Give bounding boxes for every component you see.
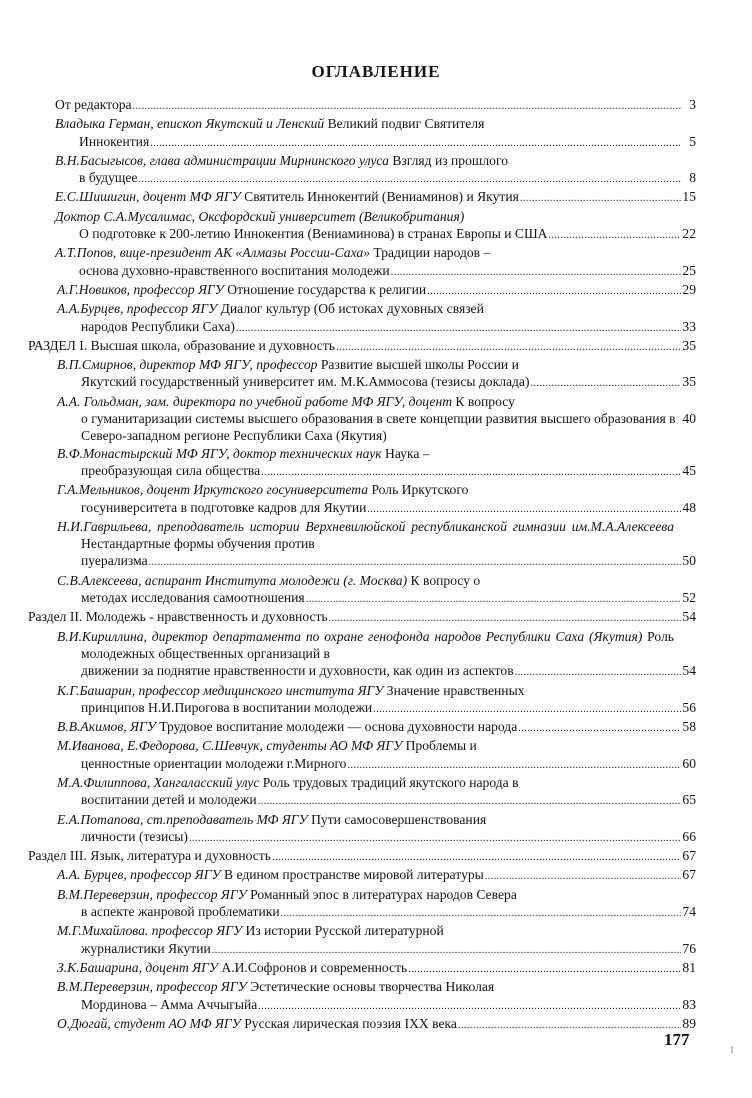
toc-page-number: 25: [682, 262, 696, 278]
toc-leader-line: [81, 462, 696, 481]
toc-entry-text: [57, 886, 696, 903]
toc-entry-text: [57, 811, 696, 828]
dot-leader: [367, 499, 681, 518]
toc-author: Владыка Герман, епископ Якутский и Ленский: [55, 116, 325, 132]
toc-author: В.Ф.Монастырский МФ ЯГУ, доктор технических наук: [57, 445, 382, 461]
toc-entry-text: [57, 774, 696, 791]
dot-leader: [336, 337, 681, 356]
toc-leader-line: [57, 718, 696, 737]
toc-leader-line: [28, 847, 696, 866]
toc-entry-text: [57, 572, 696, 589]
toc-author: А.Т.Попов, вице-президент АК «Алмазы России-Саха»: [55, 245, 371, 261]
toc-title-continued: движении за поднятие нравственности и духовности, как один из аспектов: [81, 663, 514, 679]
toc-page-number: 22: [682, 226, 696, 242]
toc-entry-text: [57, 737, 696, 754]
dot-leader: [236, 318, 681, 337]
dot-leader: [458, 1015, 681, 1034]
toc-title-line: [57, 959, 407, 976]
toc-entry[interactable]: [28, 718, 696, 737]
toc-title-line: [57, 281, 426, 298]
toc-entry[interactable]: [28, 393, 696, 445]
toc-author: В.В.Акимов, ЯГУ: [57, 719, 156, 735]
toc-leader-line: [81, 903, 696, 922]
toc-title-continued: преобразующая сила общества: [81, 462, 261, 478]
toc-title: Эстетические основы творчества Николая: [246, 979, 495, 995]
toc-leader-line: [57, 959, 696, 978]
toc-title: Нестандартные формы обучения против: [81, 536, 315, 552]
toc-page-number: 67: [682, 867, 696, 883]
toc-title-continued: О подготовке к 200-летию Иннокентия (Вениаминова) в странах Европы и США: [79, 226, 548, 242]
toc-author: Доктор С.А.Мусалимас, Оксфордский университет (Великобритания): [55, 208, 465, 224]
toc-author: З.К.Башарина, доцент ЯГУ: [57, 959, 218, 975]
dot-leader: [408, 959, 681, 978]
toc-entry[interactable]: [28, 518, 696, 572]
toc-author: В.П.Смирнов, директор МФ ЯГУ, профессор: [57, 357, 318, 373]
toc-title: Романный эпос в литературах народов Севера: [246, 886, 517, 902]
table-of-contents: [28, 96, 696, 1034]
toc-title: Значение нравственных: [383, 682, 525, 698]
toc-author: А.Г.Новиков, профессор ЯГУ: [57, 281, 224, 297]
toc-entry-text: [57, 445, 696, 462]
toc-title: В едином пространстве мировой литературы: [220, 867, 484, 883]
toc-page-number: 8: [689, 170, 696, 186]
toc-leader-line: [79, 169, 696, 188]
toc-entry-text: [55, 244, 696, 261]
dot-leader: [150, 133, 681, 152]
toc-entry[interactable]: [28, 356, 696, 393]
dot-leader: [427, 281, 681, 300]
toc-author: В.М.Переверзин, профессор ЯГУ: [57, 886, 247, 902]
dot-leader: [329, 608, 681, 627]
toc-author: К.Г.Башарин, профессор медицинского института ЯГУ: [57, 682, 384, 698]
toc-title-continued: журналистики Якутии: [81, 940, 211, 956]
toc-leader-line: [81, 552, 696, 571]
toc-title-continued: воспитании детей и молодежи: [81, 792, 257, 808]
toc-title-continued: народов Республики Саха): [81, 318, 235, 334]
toc-entry-text: [57, 978, 696, 995]
toc-page-number: 66: [682, 828, 696, 844]
dot-leader: [258, 996, 681, 1015]
toc-author: А.А. Гольдман, зам. директора по учебной работе МФ ЯГУ, доцент: [57, 393, 453, 409]
dot-leader: [391, 262, 681, 281]
toc-title-line: [57, 718, 517, 735]
toc-page-number: 40: [682, 411, 696, 427]
toc-page-number: 54: [682, 663, 696, 679]
toc-entry[interactable]: [28, 1015, 696, 1034]
toc-author: Е.А.Потапова, ст.преподаватель МФ ЯГУ: [57, 811, 308, 827]
toc-entry[interactable]: [28, 774, 696, 811]
dot-leader: [261, 462, 681, 481]
toc-entry[interactable]: [28, 682, 696, 719]
toc-title-continued: Мординова – Амма Аччыгыйа: [81, 996, 258, 1012]
toc-page-number: 5: [689, 133, 696, 149]
toc-title: Роль Иркутского: [368, 482, 469, 498]
toc-title: Раздел III. Язык, литература и духовность: [28, 848, 271, 864]
toc-page-number: 89: [682, 1015, 696, 1031]
toc-title: К вопросу: [452, 393, 515, 409]
toc-page-number: 48: [682, 499, 696, 515]
page-number: 177: [664, 1030, 690, 1049]
toc-entry[interactable]: [28, 300, 696, 337]
toc-entry[interactable]: [28, 445, 696, 482]
toc-leader-line: [81, 755, 696, 774]
toc-title-continued: ценностные ориентации молодежи г.Мирного: [81, 755, 347, 771]
toc-entry-text: [57, 481, 696, 498]
toc-leader-line: [81, 318, 696, 337]
toc-leader-line: [81, 791, 696, 810]
toc-page-number: 15: [682, 189, 696, 205]
toc-entry-text: [57, 628, 696, 663]
toc-entry[interactable]: [28, 922, 696, 959]
toc-title-continued: о гуманитаризации системы высшего образования в свете концепции развития высшего образования в Северо-западном регионе Республики Саха (Якутия): [81, 411, 676, 444]
toc-title: Пути самосовершенствования: [307, 811, 487, 827]
toc-title-continued: в будущее: [79, 170, 138, 186]
toc-entry[interactable]: [28, 811, 696, 848]
toc-entry[interactable]: [28, 886, 696, 923]
toc-leader-line: [81, 828, 696, 847]
toc-page-number: 83: [682, 996, 696, 1012]
toc-entry-text: [55, 115, 696, 132]
toc-leader-line: [28, 337, 696, 356]
toc-title: Проблемы и: [402, 738, 477, 754]
toc-page-number: 58: [682, 719, 696, 735]
toc-page-number: 54: [682, 609, 696, 625]
toc-entry-text: [57, 356, 696, 373]
toc-entry[interactable]: [28, 188, 696, 207]
toc-title: От редактора: [55, 97, 132, 112]
toc-page-number: 65: [682, 792, 696, 808]
toc-author: М.А.Филиппова, Хангаласский улус: [57, 774, 260, 790]
toc-title-continued: Иннокентия: [79, 133, 150, 149]
toc-entry-text: [55, 152, 696, 169]
dot-leader: [258, 791, 681, 810]
toc-entry[interactable]: [28, 978, 696, 1015]
toc-title: Великий подвиг Святителя: [324, 116, 485, 132]
toc-entry[interactable]: [28, 115, 696, 152]
toc-title-continued: принципов Н.И.Пирогова в воспитании молодежи: [81, 699, 373, 715]
toc-entry-text: [55, 208, 696, 225]
toc-leader-line: [81, 589, 696, 608]
toc-title: Трудовое воспитание молодежи — основа духовности народа: [155, 719, 518, 735]
toc-leader-line: [79, 262, 696, 281]
toc-author: А.А.Бурцев, профессор ЯГУ: [57, 301, 218, 317]
toc-title: Раздел II. Молодежь - нравственность и духовность: [28, 609, 328, 625]
scan-speck: [731, 1046, 733, 1053]
toc-leader-line: [57, 1015, 696, 1034]
dot-leader: [518, 718, 681, 737]
toc-leader-line: [81, 996, 696, 1015]
toc-title: Святитель Иннокентий (Вениаминов) и Якутия: [240, 189, 519, 205]
toc-author: М.Г.Михайлова. профессор ЯГУ: [57, 923, 243, 939]
toc-author: В.Н.Басыгысов, глава администрации Мирнинского улуса: [55, 152, 389, 168]
toc-title-continued: в аспекте жанровой проблематики: [81, 904, 280, 920]
toc-author: О.Дюгай, студент АО МФ ЯГУ: [57, 1015, 241, 1031]
toc-page-number: 29: [682, 281, 696, 297]
toc-entry[interactable]: [28, 572, 696, 609]
toc-leader-line: [28, 608, 696, 627]
toc-title-line: [28, 608, 328, 625]
toc-entry-text: [57, 393, 696, 410]
dot-leader: [138, 169, 681, 188]
toc-entry[interactable]: [28, 152, 696, 189]
toc-entry[interactable]: [28, 737, 696, 774]
toc-author: М.Иванова, Е.Федорова, С.Шевчук, студенты АО МФ ЯГУ: [57, 738, 403, 754]
dot-leader: [515, 662, 681, 681]
dot-leader: [212, 940, 681, 959]
toc-title: Роль трудовых традиций якутского народа в: [259, 774, 519, 790]
toc-author: А.А. Бурцев, профессор ЯГУ: [57, 867, 221, 883]
toc-author: В.И.Кириллина, директор департамента по охране генофонда народов Республики Саха (Якутия): [57, 628, 643, 644]
toc-page-number: 67: [682, 848, 696, 864]
toc-title-continued: личности (тезисы): [81, 828, 188, 844]
dot-leader: [306, 589, 681, 608]
toc-author: С.В.Алексеева, аспирант Института молодежи (г. Москва): [57, 572, 408, 588]
toc-title-continued: Якутский государственный университет им. М.К.Аммосова (тезисы доклада): [81, 374, 530, 390]
toc-page-number: 35: [682, 374, 696, 390]
dot-leader: [373, 699, 681, 718]
dot-leader: [149, 552, 681, 571]
page-title: ОГЛАВЛЕНИЕ: [311, 62, 441, 81]
toc-title-line: [55, 96, 132, 113]
toc-title-line: [28, 337, 335, 354]
toc-page-number: 45: [682, 462, 696, 478]
dot-leader: [549, 225, 682, 244]
toc-section-heading[interactable]: [28, 847, 696, 866]
toc-leader-line: [79, 225, 696, 244]
toc-entry[interactable]: [28, 481, 696, 518]
toc-entry[interactable]: [28, 244, 696, 281]
dot-leader: [520, 188, 681, 207]
toc-title-continued: пуерализма: [81, 553, 148, 569]
toc-title: РАЗДЕЛ I. Высшая школа, образование и духовность: [28, 337, 335, 353]
toc-entry[interactable]: [28, 959, 696, 978]
toc-page-number: 33: [682, 318, 696, 334]
toc-title: Диалог культур (Об истоках духовных связей: [217, 301, 484, 317]
dot-leader: [347, 755, 681, 774]
toc-entry[interactable]: [28, 628, 696, 682]
toc-entry[interactable]: [28, 96, 696, 115]
toc-title-continued: основа духовно-нравственного воспитания молодежи: [79, 262, 390, 278]
toc-entry-text: [57, 518, 696, 553]
toc-title: А.И.Софронов и современность: [217, 959, 408, 975]
dot-leader: [133, 96, 681, 115]
toc-title: Взгляд из прошлого: [388, 152, 508, 168]
toc-leader-line: [81, 373, 696, 392]
toc-title: Наука –: [381, 445, 430, 461]
toc-title-line: [57, 866, 484, 883]
toc-entry[interactable]: [28, 281, 696, 300]
toc-leader-line: [81, 410, 696, 445]
dot-leader: [272, 847, 681, 866]
toc-leader-line: [81, 499, 696, 518]
toc-page-number: 3: [689, 97, 696, 112]
toc-title: Русская лирическая поэзия IXX века: [240, 1015, 457, 1031]
toc-leader-line: [57, 866, 696, 885]
dot-leader: [531, 373, 682, 392]
toc-title-continued: методах исследования самоотношения: [81, 590, 305, 606]
toc-page-number: 74: [682, 904, 696, 920]
toc-page-number: 76: [682, 940, 696, 956]
toc-title-line: [55, 188, 519, 205]
dot-leader: [485, 866, 681, 885]
toc-leader-line: [55, 96, 696, 115]
toc-page-number: 52: [682, 590, 696, 606]
toc-leader-line: [81, 699, 696, 718]
toc-entry[interactable]: [28, 866, 696, 885]
toc-section-heading[interactable]: [28, 337, 696, 356]
toc-page-number: 56: [682, 699, 696, 715]
toc-page-number: 60: [682, 755, 696, 771]
toc-title: Отношение государства к религии: [223, 281, 427, 297]
toc-author: Е.С.Шишигин, доцент МФ ЯГУ: [55, 189, 241, 205]
toc-title-line: [57, 1015, 457, 1032]
toc-title: Традиции народов –: [370, 245, 491, 261]
toc-title: Роль молодежных общественных организаций в: [81, 628, 674, 661]
toc-title: Развитие высшей школы России и: [317, 357, 519, 373]
toc-author: Г.А.Мельников, доцент Иркутского госуниверситета: [57, 482, 369, 498]
toc-title-line: [28, 847, 271, 864]
toc-title: К вопросу о: [407, 572, 481, 588]
toc-page-number: 50: [682, 553, 696, 569]
dot-leader: [189, 828, 681, 847]
toc-page-number: 35: [682, 337, 696, 353]
toc-section-heading[interactable]: [28, 608, 696, 627]
toc-leader-line: [57, 281, 696, 300]
toc-leader-line: [81, 940, 696, 959]
toc-entry[interactable]: [28, 208, 696, 245]
toc-leader-line: [55, 188, 696, 207]
toc-title-continued: госуниверситета в подготовке кадров для Якутии: [81, 499, 367, 515]
toc-entry-text: [57, 682, 696, 699]
toc-leader-line: [81, 662, 696, 681]
toc-leader-line: [79, 133, 696, 152]
toc-author: В.М.Переверзин, профессор ЯГУ: [57, 979, 247, 995]
toc-author: Н.И.Гаврильева, преподаватель истории Верхневилюйской республиканской гимназии им.М.А.Алексеева: [57, 518, 674, 534]
toc-entry-text: [57, 300, 696, 317]
toc-title: Из истории Русской литературной: [242, 923, 444, 939]
dot-leader: [281, 903, 681, 922]
toc-entry-text: [57, 922, 696, 939]
toc-page-number: 81: [682, 959, 696, 975]
